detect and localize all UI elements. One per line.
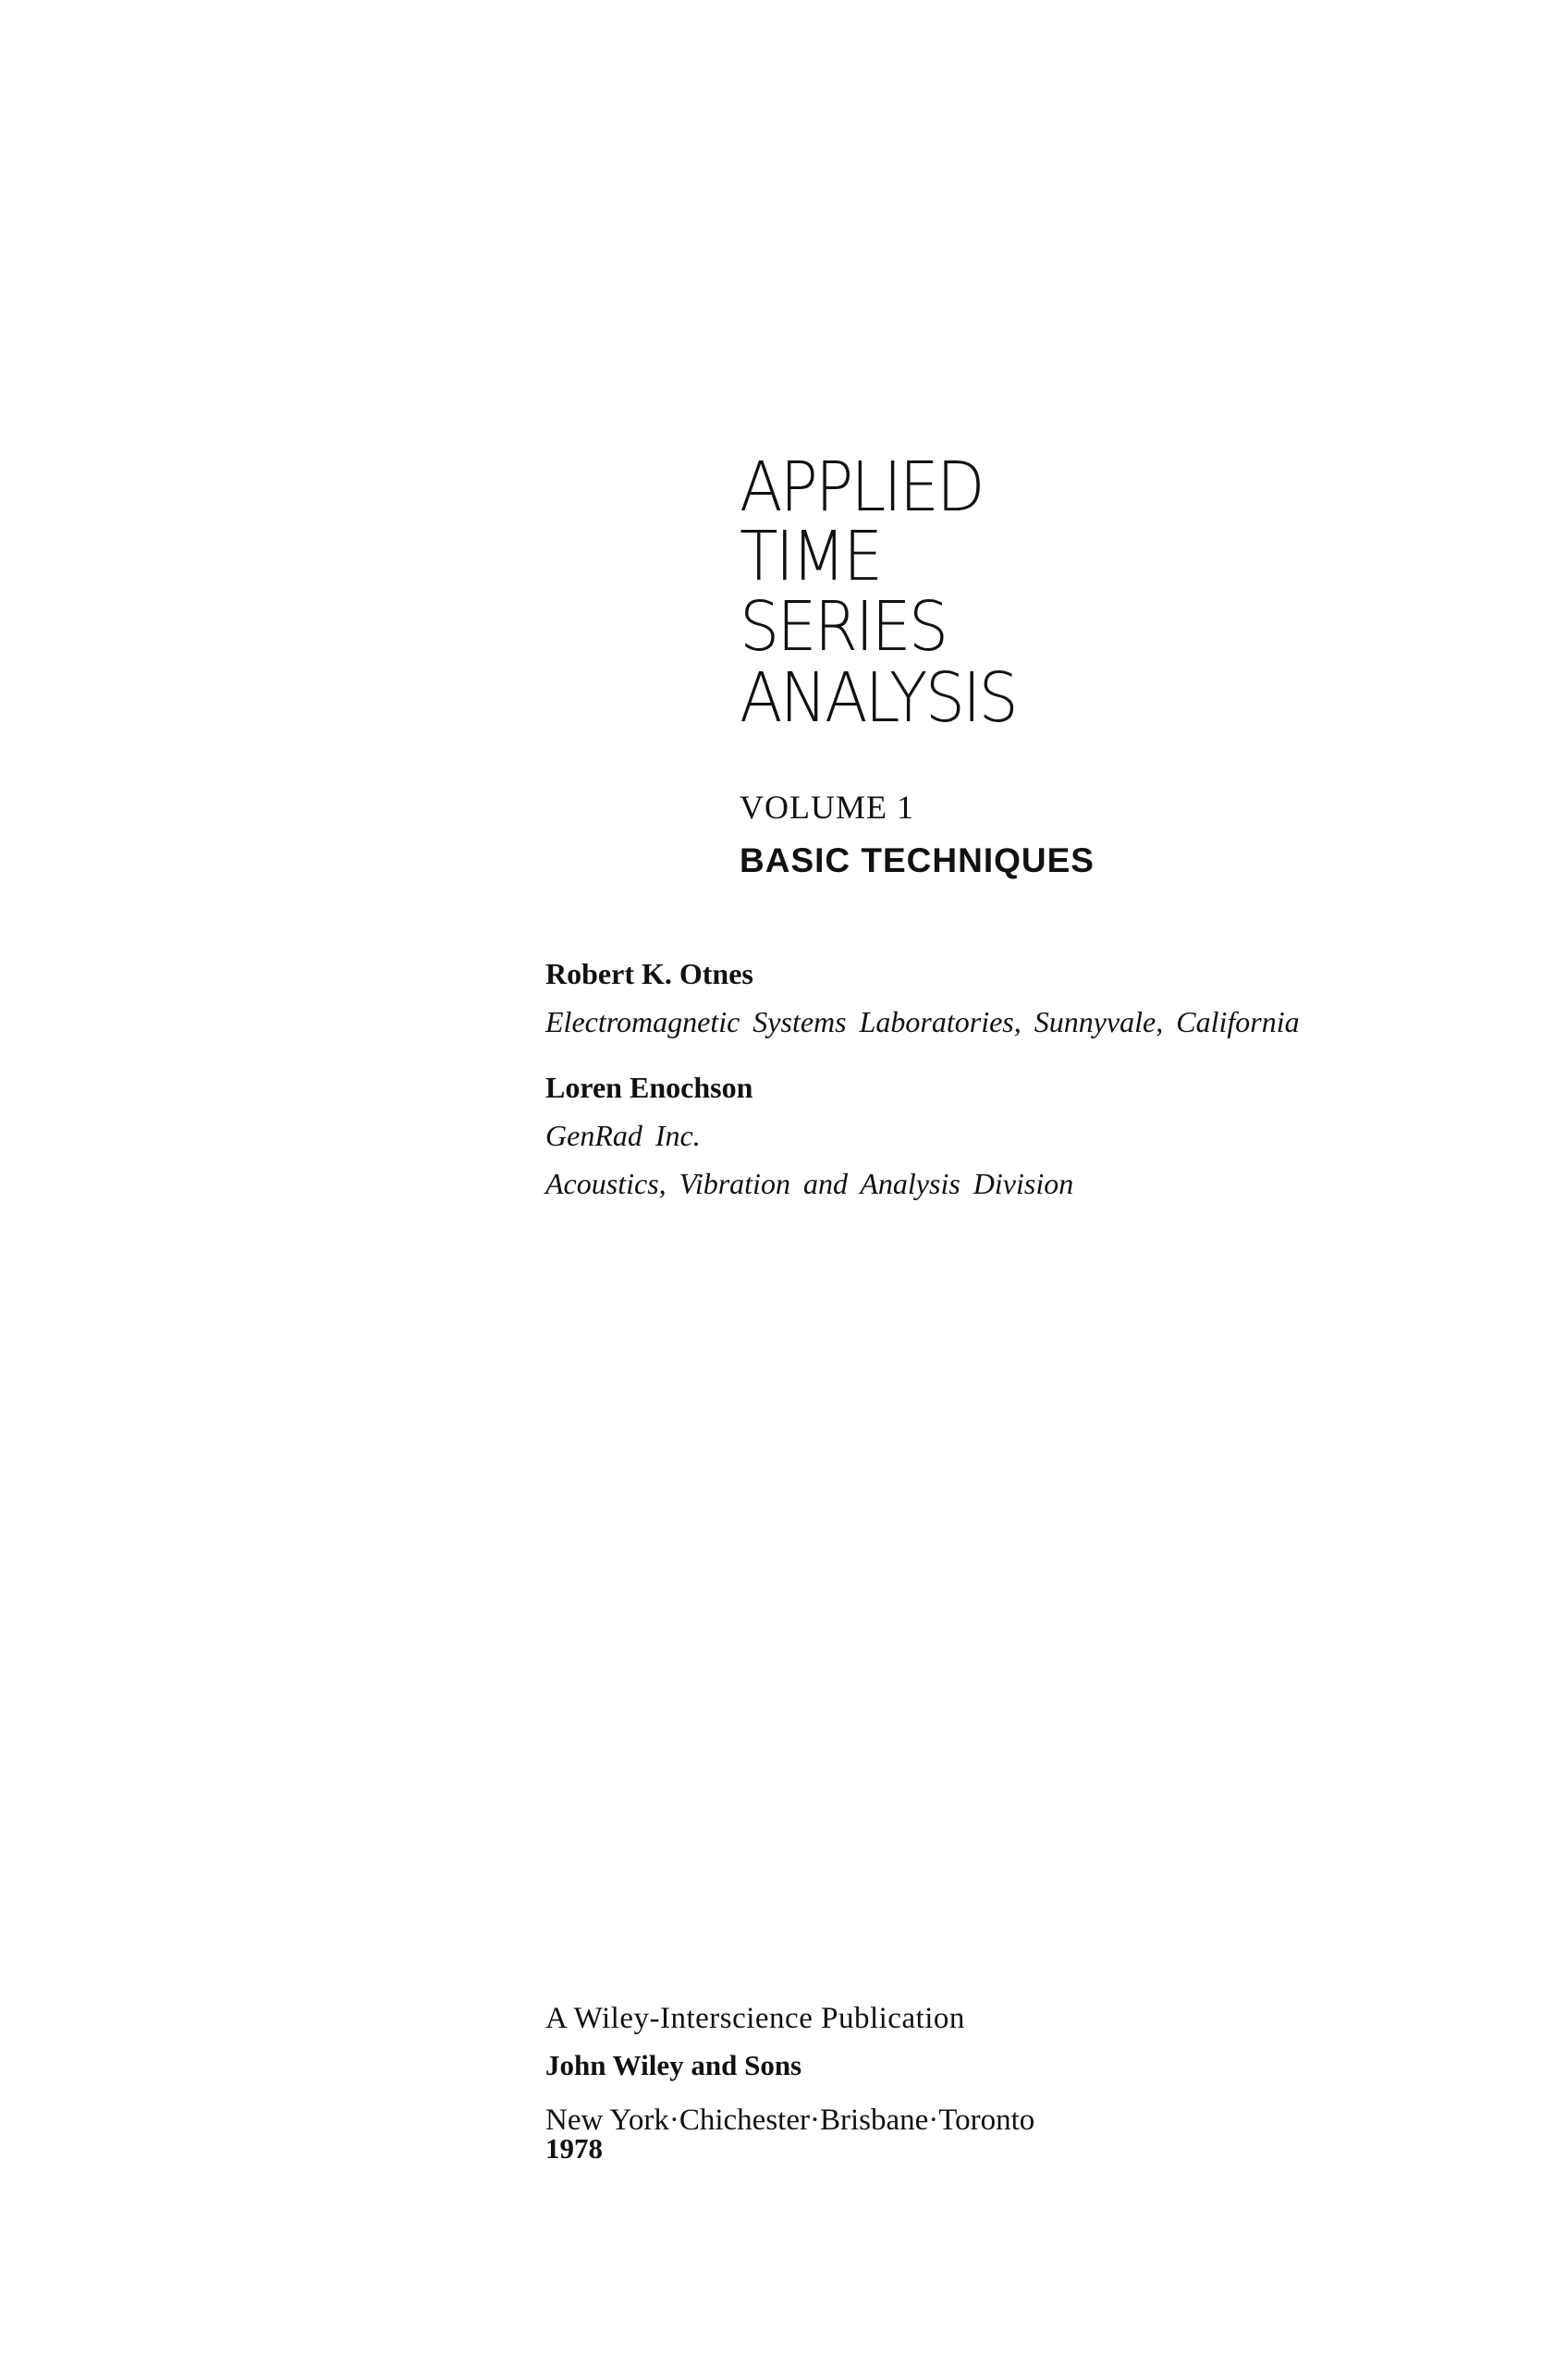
title-line-3: SERIES [740,587,947,667]
author-affiliation: Electromagnetic Systems Laboratories, Sunnyvale, California [545,1005,1300,1038]
author-affiliation-division: Acoustics, Vibration and Analysis Division [545,1167,1074,1200]
title-line-4: ANALYSIS [740,658,1016,738]
publication-series: A Wiley-Interscience Publication [545,2002,965,2035]
volume-label: VOLUME 1 [740,789,914,826]
title-line-2: TIME [740,517,881,596]
title-line-1: APPLIED [740,448,983,527]
publisher-cities: New York·Chichester·Brisbane·Toronto [545,2104,1035,2137]
author-name: Loren Enochson [545,1071,753,1104]
volume-subtitle: BASIC TECHNIQUES [740,841,1095,879]
author-name: Robert K. Otnes [545,957,753,990]
publication-year: 1978 [545,2132,603,2165]
publisher-name: John Wiley and Sons [545,2049,802,2081]
author-affiliation: GenRad Inc. [545,1119,701,1152]
